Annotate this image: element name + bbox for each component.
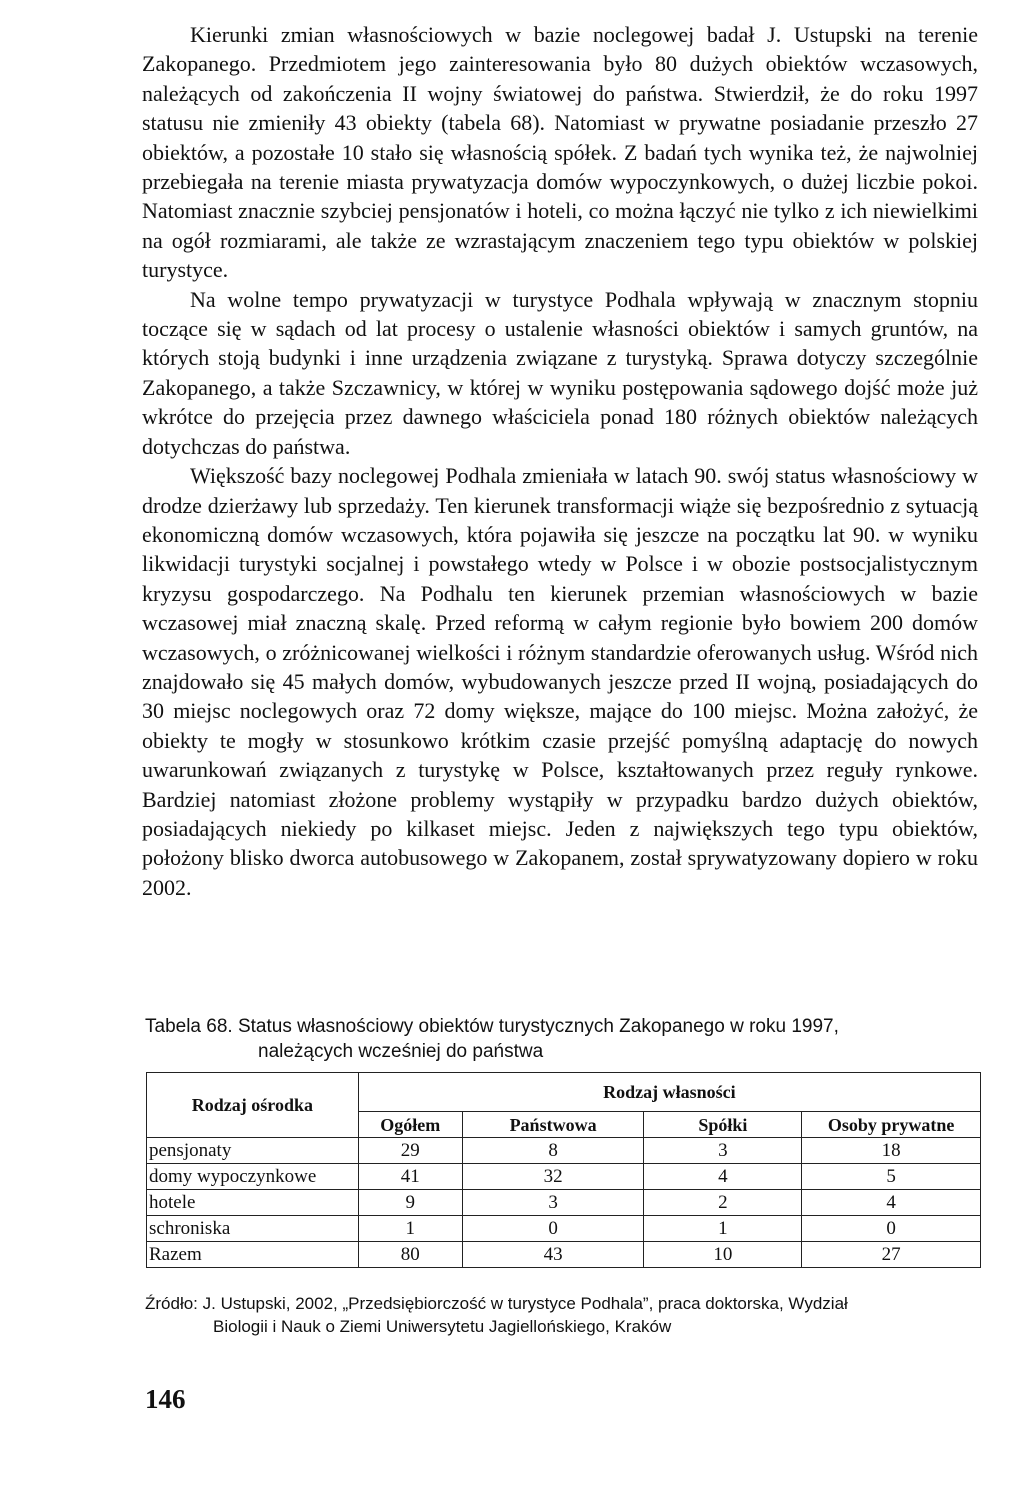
cell-panstwowa: 32	[462, 1164, 644, 1190]
table-caption-line2: należących wcześniej do państwa	[258, 1041, 544, 1062]
cell-panstwowa: 8	[462, 1138, 644, 1164]
cell-panstwowa: 3	[462, 1190, 644, 1216]
row-label: Razem	[147, 1242, 359, 1268]
header-osoby-prywatne: Osoby prywatne	[802, 1112, 981, 1138]
row-label: pensjonaty	[147, 1138, 359, 1164]
body-text	[142, 20, 978, 902]
cell-panstwowa: 43	[462, 1242, 644, 1268]
cell-spolki: 2	[644, 1190, 802, 1216]
table-source-note	[145, 1292, 985, 1338]
cell-osoby-prywatne: 0	[802, 1216, 981, 1242]
cell-ogolem: 9	[358, 1190, 462, 1216]
table-row	[147, 1164, 981, 1190]
table-caption-line1: Tabela 68. Status własnościowy obiektów turystycznych Zakopanego w roku 1997,	[145, 1016, 839, 1037]
source-line2: Biologii i Nauk o Ziemi Uniwersytetu Jagiellońskiego, Kraków	[213, 1317, 672, 1336]
source-line1: Źródło: J. Ustupski, 2002, „Przedsiębiorczość w turystyce Podhala”, praca doktorska, Wydział	[145, 1294, 848, 1313]
page-number: 146	[145, 1384, 186, 1414]
table-row	[147, 1216, 981, 1242]
ownership-table	[146, 1072, 981, 1268]
paragraph-2: Na wolne tempo prywatyzacji w turystyce Podhala wpływają w znacznym stopniu toczące się w sądach od lat procesy o ustalenie własności obiektów i samych gruntów, na których stoją budynki i inne urządzenia związane z turystyką. Sprawa dotyczy szczególnie Zakopanego, a także Szczawnicy, w której w wyniku postępowania sądowego dojść może już wkrótce do przejęcia przez dawnego właściciela ponad 180 różnych obiektów należących dotychczas do państwa.	[142, 286, 978, 459]
cell-ogolem: 41	[358, 1164, 462, 1190]
cell-spolki: 4	[644, 1164, 802, 1190]
header-rodzaj-wlasnosci: Rodzaj własności	[358, 1073, 980, 1112]
cell-osoby-prywatne: 18	[802, 1138, 981, 1164]
row-label: hotele	[147, 1190, 359, 1216]
cell-panstwowa: 0	[462, 1216, 644, 1242]
cell-ogolem: 29	[358, 1138, 462, 1164]
table-header-row	[147, 1073, 981, 1112]
cell-osoby-prywatne: 27	[802, 1242, 981, 1268]
cell-osoby-prywatne: 5	[802, 1164, 981, 1190]
cell-spolki: 1	[644, 1216, 802, 1242]
table-row	[147, 1190, 981, 1216]
cell-ogolem: 1	[358, 1216, 462, 1242]
header-spolki: Spółki	[644, 1112, 802, 1138]
paragraph-1: Kierunki zmian własnościowych w bazie noclegowej badał J. Ustupski na terenie Zakopanego. Przedmiotem jego zainteresowania było 80 dużych obiektów wczasowych, należących od zakończenia II wojny światowej do państwa. Stwierdził, że do roku 1997 statusu nie zmieniły 43 obiekty (tabela 68). Natomiast w prywatne posiadanie przeszło 27 obiektów, a pozostałe 10 stało się własnością spółek. Z badań tych wynika też, że najwolniej przebiegała na terenie miasta prywatyzacja domów wypoczynkowych, o dużej liczbie pokoi. Natomiast znacznie szybciej pensjonatów i hoteli, co można łączyć nie tylko z ich niewielkimi na ogół rozmiarami, ale także ze wzrastającym znaczeniem tego typu obiektów w polskiej turystyce.	[142, 22, 978, 283]
table-caption	[145, 1014, 985, 1064]
row-label: schroniska	[147, 1216, 359, 1242]
header-ogolem: Ogółem	[358, 1112, 462, 1138]
cell-spolki: 3	[644, 1138, 802, 1164]
table-row	[147, 1138, 981, 1164]
paragraph-3: Większość bazy noclegowej Podhala zmieniała w latach 90. swój status własnościowy w drodze dzierżawy lub sprzedaży. Ten kierunek transformacji wiąże się bezpośrednio z sytuacją ekonomiczną domów wczasowych, która pojawiła się jeszcze na początku lat 90. w wyniku likwidacji turystyki socjalnej i powstałego wtedy w Polsce i w obozie postsocjalistycznym kryzysu gospodarczego. Na Podhalu ten kierunek przemian własnościowych w bazie wczasowej miał znaczną skalę. Przed reformą w całym regionie było bowiem 200 domów wczasowych, o zróżnicowanej wielkości i różnym standardzie oferowanych usług. Wśród nich znajdowało się 45 małych domów, wybudowanych jeszcze przed II wojną, posiadających do 30 miejsc noclegowych oraz 72 domy większe, mające do 100 miejsc. Można założyć, że obiekty te mogły w stosunkowo krótkim czasie przejść pomyślną adaptację do nowych uwarunkowań związanych z turystykę w Polsce, kształtowanych przez reguły rynkowe. Bardziej natomiast złożone problemy wystąpiły w przypadku bardzo dużych obiektów, posiadających niekiedy po kilkaset miejsc. Jeden z największych tego typu obiektów, położony blisko dworca autobusowego w Zakopanem, został sprywatyzowany dopiero w roku 2002.	[142, 463, 978, 900]
row-label: domy wypoczynkowe	[147, 1164, 359, 1190]
header-rodzaj-osrodka: Rodzaj ośrodka	[147, 1073, 359, 1138]
cell-spolki: 10	[644, 1242, 802, 1268]
cell-osoby-prywatne: 4	[802, 1190, 981, 1216]
cell-ogolem: 80	[358, 1242, 462, 1268]
header-panstwowa: Państwowa	[462, 1112, 644, 1138]
table-total-row	[147, 1242, 981, 1268]
